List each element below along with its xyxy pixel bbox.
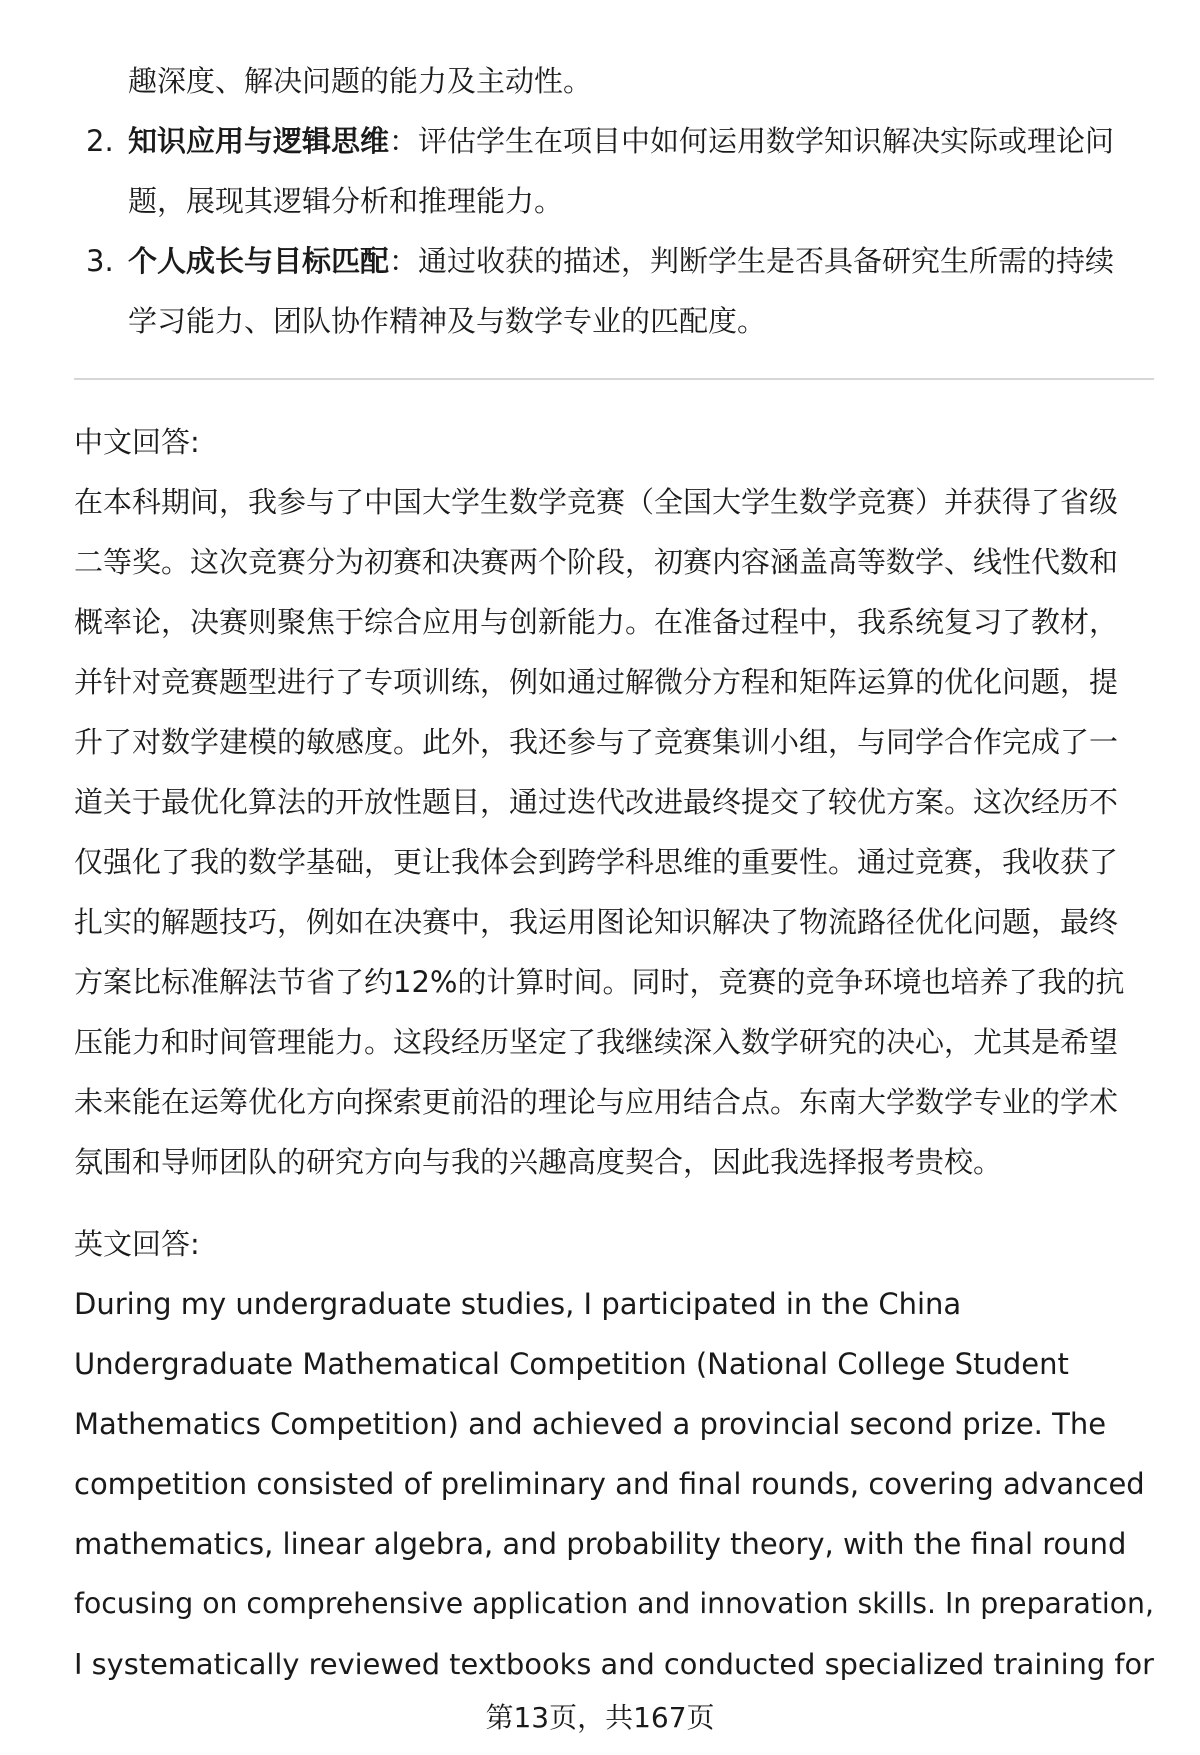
section-divider [74,378,1154,380]
english-answer-line: During my undergraduate studies, I participated in the China [74,1287,962,1321]
chinese-answer-heading: 中文回答: [74,425,200,459]
english-answer-line: mathematics, linear algebra, and probability theory, with the final round [74,1527,1127,1561]
criterion-3-separator: ： [389,244,419,278]
chinese-answer-line: 氛围和导师团队的研究方向与我的兴趣高度契合，因此我选择报考贵校。 [74,1145,1003,1179]
criterion-3-text-line1: 通过收获的描述，判断学生是否具备研究生所需的持续 [418,244,1115,278]
page-number: 第13页，共167页 [485,1701,715,1734]
english-answer-line: Undergraduate Mathematical Competition (National College Student [74,1347,1069,1381]
chinese-answer-line: 在本科期间，我参与了中国大学生数学竞赛（全国大学生数学竞赛）并获得了省级 [74,485,1119,519]
criterion-2-separator: ： [389,124,419,158]
chinese-answer-line: 仅强化了我的数学基础，更让我体会到跨学科思维的重要性。通过竞赛，我收获了 [74,845,1119,879]
chinese-answer-line: 方案比标准解法节省了约12%的计算时间。同时，竞赛的竞争环境也培养了我的抗 [74,965,1125,999]
chinese-answer-line: 概率论，决赛则聚焦于综合应用与创新能力。在准备过程中，我系统复习了教材， [74,605,1119,639]
criterion-2-title: 知识应用与逻辑思维 [128,124,390,158]
english-answer-body [74,1274,1154,1694]
chinese-answer-line: 扎实的解题技巧，例如在决赛中，我运用图论知识解决了物流路径优化问题，最终 [74,905,1119,939]
chinese-answer-line: 压能力和时间管理能力。这段经历坚定了我继续深入数学研究的决心，尤其是希望 [74,1025,1119,1059]
english-answer-line: I systematically reviewed textbooks and conducted specialized training for [74,1647,1154,1681]
english-answer-heading: 英文回答: [74,1227,200,1261]
criterion-3-number: 3. [86,244,114,278]
criterion-3-title: 个人成长与目标匹配 [128,244,390,278]
criterion-3-text-line2: 学习能力、团队协作精神及与数学专业的匹配度。 [128,304,767,338]
english-answer-line: Mathematics Competition) and achieved a provincial second prize. The [74,1407,1107,1441]
english-answer-section [74,1214,1154,1694]
chinese-answer-line: 并针对竞赛题型进行了专项训练，例如通过解微分方程和矩阵运算的优化问题，提 [74,665,1119,699]
criterion-1-continuation: 趣深度、解决问题的能力及主动性。 [128,64,593,98]
chinese-answer-section [74,412,1154,1192]
english-answer-line: competition consisted of preliminary and final rounds, covering advanced [74,1467,1145,1501]
chinese-answer-body [74,472,1154,1192]
criterion-3 [74,231,1154,291]
criterion-2-number: 2. [86,124,114,158]
criterion-2-text-line2: 题，展现其逻辑分析和推理能力。 [128,184,564,218]
evaluation-criteria-list [74,51,1154,351]
chinese-answer-line: 未来能在运筹优化方向探索更前沿的理论与应用结合点。东南大学数学专业的学术 [74,1085,1119,1119]
criterion-2 [74,111,1154,171]
chinese-answer-line: 道关于最优化算法的开放性题目，通过迭代改进最终提交了较优方案。这次经历不 [74,785,1119,819]
english-answer-line: focusing on comprehensive application and innovation skills. In preparation, [74,1587,1154,1620]
chinese-answer-line: 二等奖。这次竞赛分为初赛和决赛两个阶段，初赛内容涵盖高等数学、线性代数和 [74,545,1119,579]
chinese-answer-line: 升了对数学建模的敏感度。此外，我还参与了竞赛集训小组，与同学合作完成了一 [74,725,1119,759]
criterion-2-text-line1: 评估学生在项目中如何运用数学知识解决实际或理论问 [418,124,1115,158]
